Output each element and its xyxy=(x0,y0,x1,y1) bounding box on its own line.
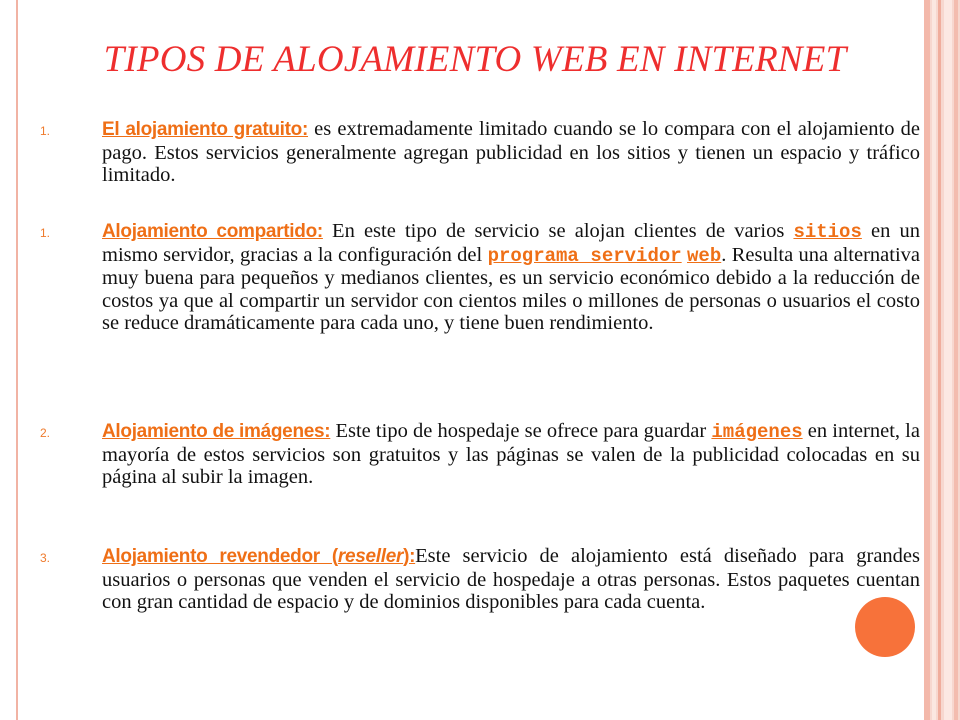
item-text: Este servicio de alojamiento está diseñado para grandes usuarios o personas que venden el servicio de hospedaje a otras personas. Estos paquetes cuentan con gran cantidad de espacio y de dominios disponibles para cada cuenta. xyxy=(102,545,920,613)
link-programa-servidor[interactable]: programa servidor xyxy=(487,244,682,267)
link-imagenes[interactable]: imágenes xyxy=(711,421,803,443)
term-part: ): xyxy=(403,546,416,567)
item-paragraph xyxy=(102,220,920,335)
list-number: 1. xyxy=(40,226,51,240)
right-decorative-stripes xyxy=(924,0,960,720)
term-part: Alojamiento revendedor ( xyxy=(102,546,338,567)
decorative-orange-circle xyxy=(855,597,915,657)
item-paragraph xyxy=(102,420,920,489)
item-term: Alojamiento de imágenes: xyxy=(102,421,331,442)
list-number: 1. xyxy=(40,124,51,138)
item-text: . Resulta una alternativa muy buena para pequeños y medianos clientes, es un servicio económico debido a la reducción de costos ya que al compartir un servidor con cientos miles o millones de personas o usuarios el costo se reduce dramáticamente para cada uno, y tiene buen rendimiento. xyxy=(102,243,921,334)
item-text: en internet, la mayoría de estos servicios son gratuitos y las páginas se valen de la publicidad colocadas en su página al subir la imagen. xyxy=(102,420,920,488)
item-text: En este tipo de servicio se alojan clientes de varios xyxy=(322,220,794,242)
item-text: es extremadamente limitado cuando se lo compara con el alojamiento de pago. Estos servicios generalmente agregan publicidad en los sitios y tienen un espacio y tráfico limitado. xyxy=(102,118,920,186)
item-term: El alojamiento gratuito: xyxy=(102,119,309,140)
list-number: 3. xyxy=(40,551,51,565)
slide-title: TIPOS DE ALOJAMIENTO WEB EN INTERNET xyxy=(103,39,847,80)
item-paragraph xyxy=(102,545,920,614)
item-paragraph xyxy=(102,118,920,187)
item-term xyxy=(102,546,415,567)
left-border-line xyxy=(16,0,18,720)
item-text: Este tipo de hospedaje se ofrece para guardar xyxy=(330,420,712,442)
link-sitios[interactable]: sitios xyxy=(793,221,862,243)
item-text: en un mismo servidor, gracias a la configuración del xyxy=(102,220,920,266)
list-number: 2. xyxy=(40,426,51,440)
link-web[interactable]: web xyxy=(687,244,722,267)
term-italic: reseller xyxy=(337,546,404,567)
item-term: Alojamiento compartido: xyxy=(102,221,323,242)
